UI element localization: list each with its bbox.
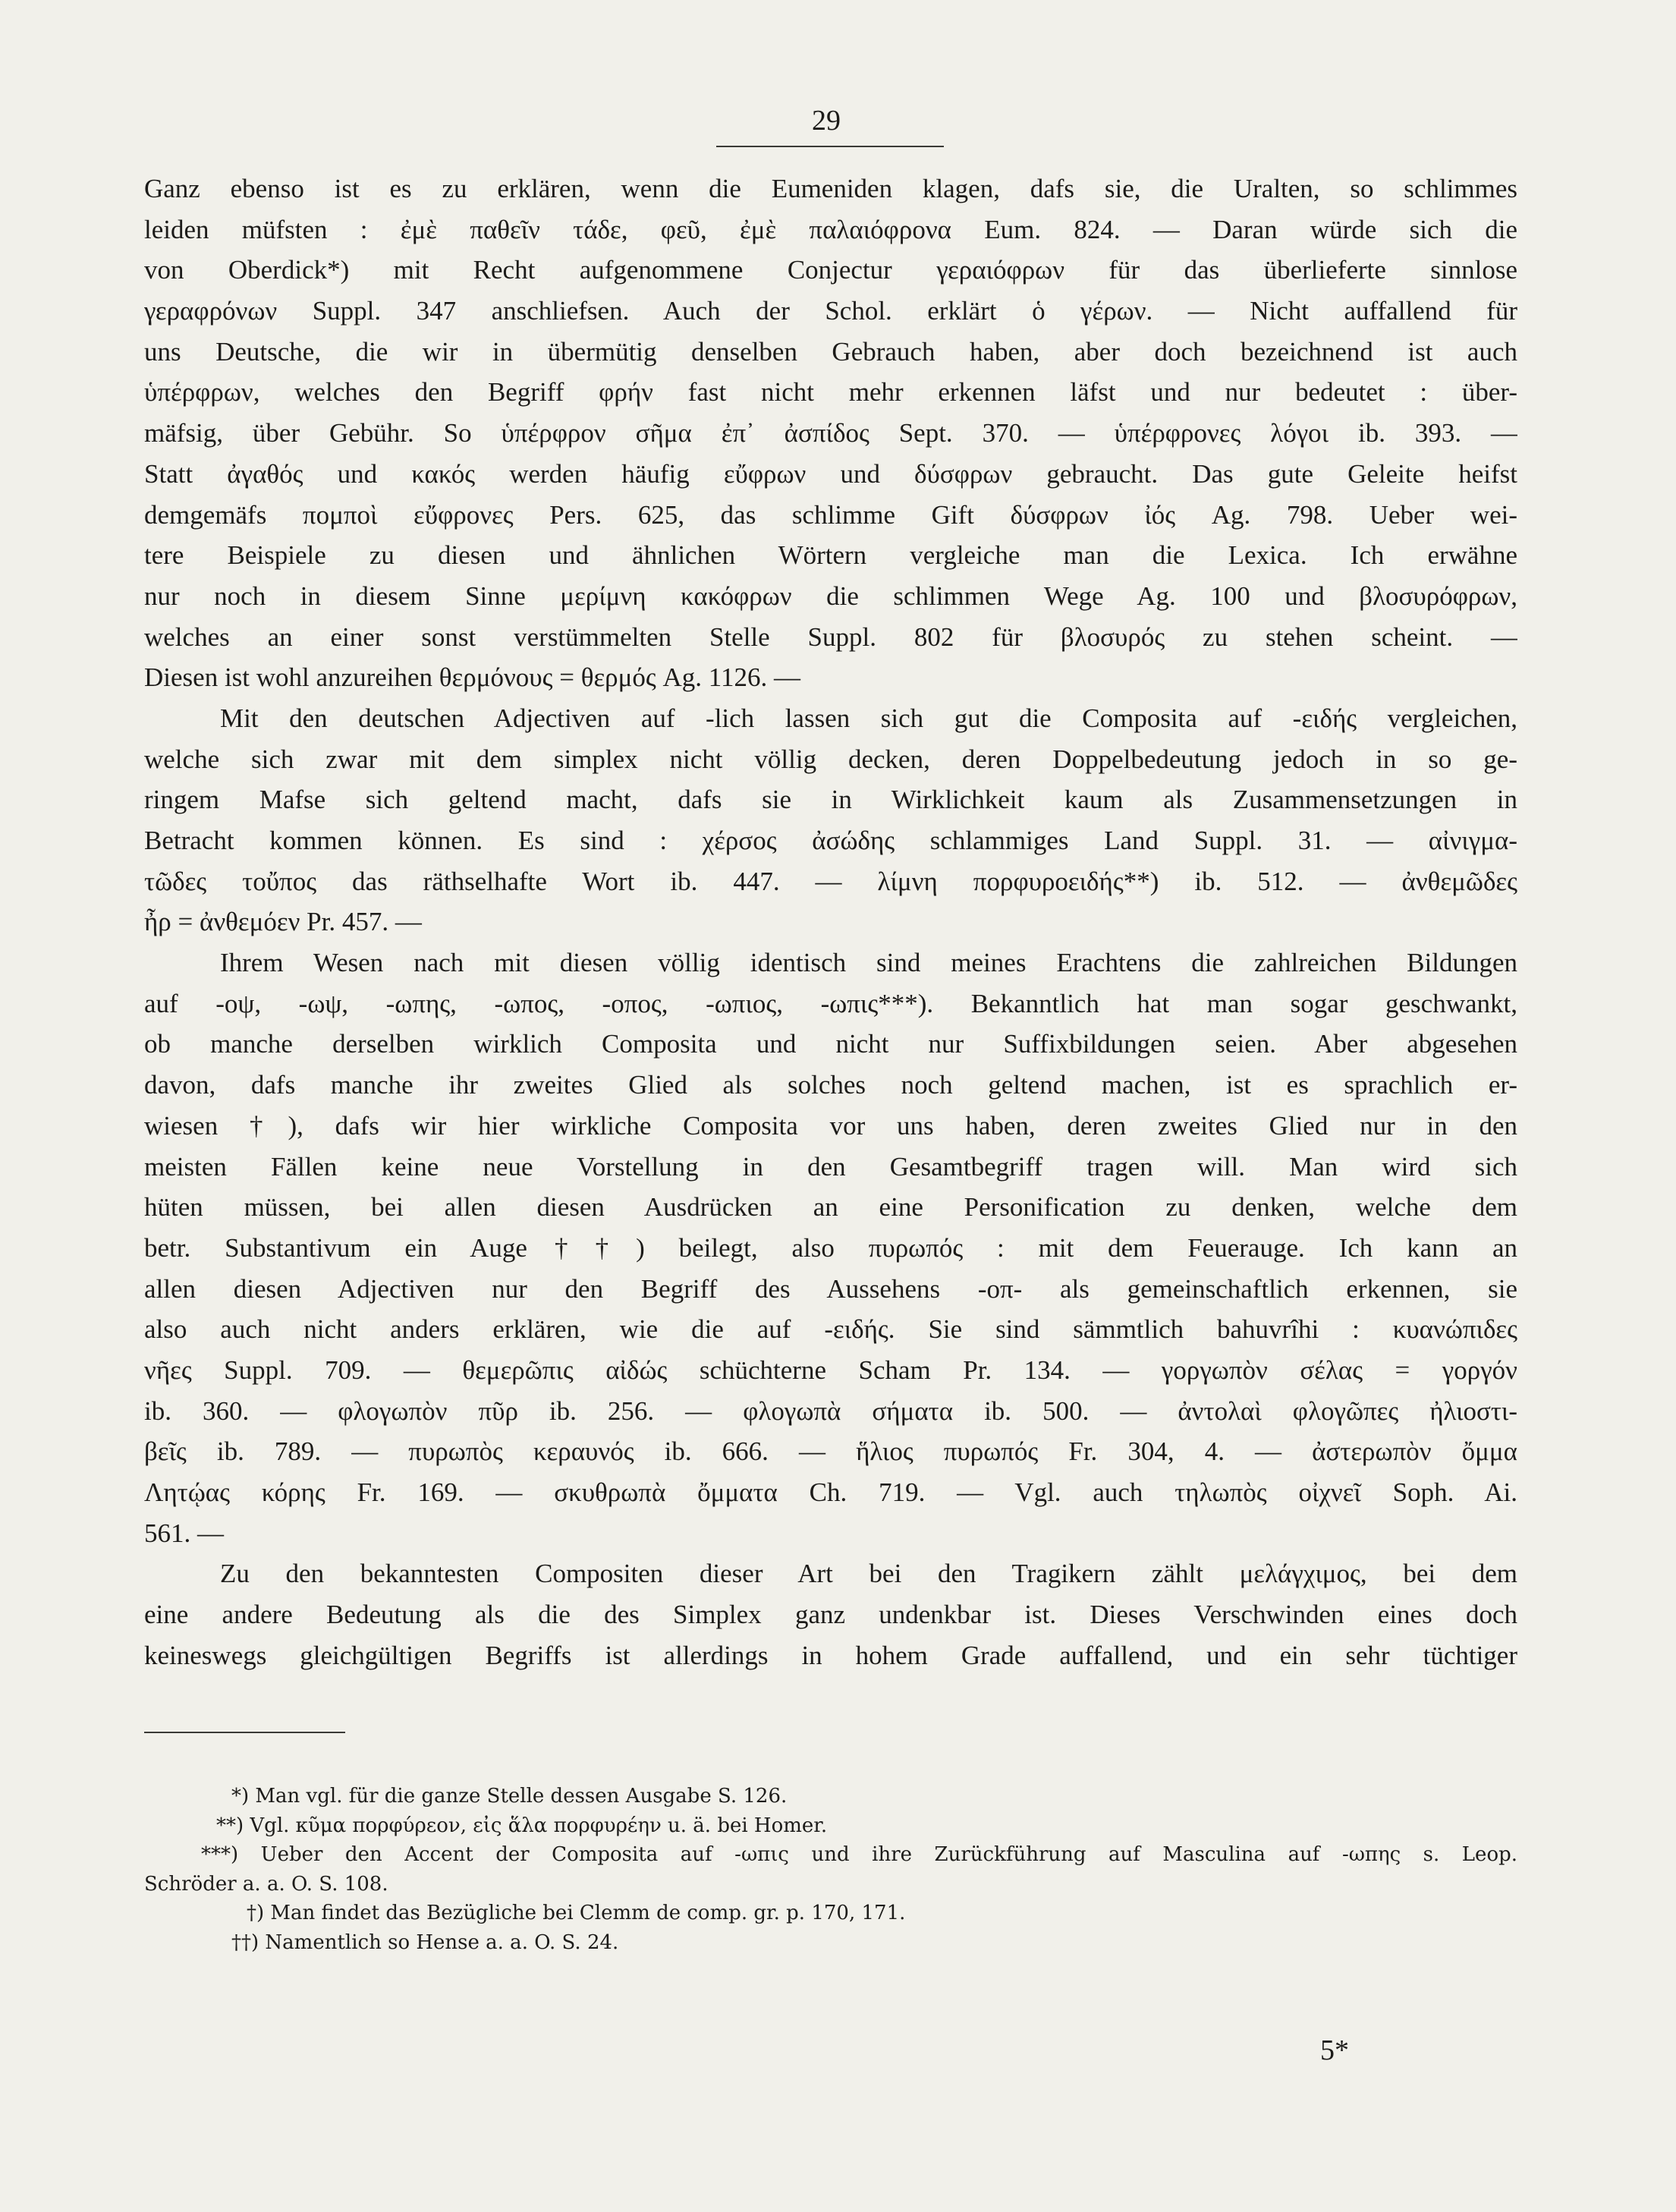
- text-line: Ganz ebenso ist es zu erklären, wenn die Eumeniden klagen, dafs sie, die Uralten, so schlimmes: [144, 174, 1517, 203]
- text-line: βεῖς ib. 789. — πυρωπὸς κεραυνός ib. 666. — ἥλιος πυρωπός Fr. 304, 4. — ἀστερωπὸν ὄμμα: [144, 1436, 1517, 1467]
- text-line: davon, dafs manche ihr zweites Glied als solches noch geltend machen, ist es sprachlich er-: [144, 1070, 1517, 1100]
- text-line: leiden müfsten : ἐμὲ παθεῖν τάδε, φεῦ, ἐμὲ παλαιόφρονα Eum. 824. — Daran würde sich die: [144, 214, 1517, 244]
- body-text: [144, 168, 1517, 1676]
- footnote: **) Vgl. κῦμα πορφύρεον, εἰς ἅλα πορφυρέην u. ä. bei Homer.: [216, 1814, 828, 1837]
- footnotes: [144, 1782, 1517, 1957]
- text-line: welches an einer sonst verstümmelten Stelle Suppl. 802 für βλοσυρός zu stehen scheint. —: [144, 621, 1517, 652]
- header-rule: [716, 146, 944, 147]
- text-line: Mit den deutschen Adjectiven auf -lich lassen sich gut die Composita auf -ειδής vergleichen,: [220, 703, 1517, 733]
- text-line: ib. 360. — φλογωπὸν πῦρ ib. 256. — φλογωπὰ σήματα ib. 500. — ἀντολαὶ φλογῶπες ἠλιοστι-: [144, 1395, 1517, 1426]
- text-line: mäfsig, über Gebühr. So ὑπέρφρον σῆμα ἐπ᾽ ἀσπίδος Sept. 370. — ὑπέρφρονες λόγοι ib. 393. —: [144, 418, 1517, 448]
- text-line: welche sich zwar mit dem simplex nicht völlig decken, deren Doppelbedeutung jedoch in so ge-: [144, 744, 1517, 774]
- footnote-rule: [144, 1732, 345, 1733]
- footnote: †) Man findet das Bezügliche bei Clemm de comp. gr. p. 170, 171.: [247, 1902, 906, 1924]
- text-line: Diesen ist wohl anzureihen θερμόνους = θερμός Ag. 1126. —: [144, 662, 801, 693]
- footnote: ††) Namentlich so Hense a. a. O. S. 24.: [231, 1930, 619, 1954]
- text-line: Zu den bekanntesten Compositen dieser Art bei den Tragikern zählt μελάγχιμος, bei dem: [220, 1559, 1517, 1589]
- text-line: Λητῴας κόρης Fr. 169. — σκυθρωπὰ ὄμματα Ch. 719. — Vgl. auch τηλωπὸς οἰχνεῖ Soph. Ai.: [144, 1477, 1517, 1507]
- text-line: meisten Fällen keine neue Vorstellung in den Gesamtbegriff tragen will. Man wird sich: [144, 1151, 1517, 1182]
- text-line: 561. —: [144, 1518, 224, 1548]
- text-line: νῆες Suppl. 709. — θεμερῶπις αἰδώς schüchterne Scham Pr. 134. — γοργωπὸν σέλας = γοργόν: [144, 1355, 1517, 1385]
- text-line: demgemäfs πομποὶ εὔφρονες Pers. 625, das schlimme Gift δύσφρων ἰός Ag. 798. Ueber wei-: [144, 499, 1517, 530]
- text-line: auf -οψ, -ωψ, -ωπης, -ωπος, -οπος, -ωπιος, -ωπις***). Bekanntlich hat man sogar geschwankt,: [144, 988, 1517, 1018]
- text-line: Statt ἀγαθός und κακός werden häufig εὔφρων und δύσφρων gebraucht. Das gute Geleite heifst: [144, 458, 1517, 489]
- text-line: nur noch in diesem Sinne μερίμνη κακόφρων die schlimmen Wege Ag. 100 und βλοσυρόφρων,: [144, 581, 1517, 611]
- text-line: wiesen †), dafs wir hier wirkliche Composita vor uns haben, deren zweites Glied nur in den: [144, 1110, 1517, 1141]
- text-line: ὑπέρφρων, welches den Begriff φρήν fast nicht mehr erkennen läfst und nur bedeutet : über-: [144, 377, 1517, 407]
- text-line: allen diesen Adjectiven nur den Begriff des Aussehens -οπ- als gemeinschaftlich erkennen, sie: [144, 1273, 1517, 1304]
- text-line: γεραφρόνων Suppl. 347 anschliefsen. Auch der Schol. erklärt ὁ γέρων. — Nicht auffallend für: [144, 296, 1517, 326]
- text-line: Ihrem Wesen nach mit diesen völlig identisch sind meines Erachtens die zahlreichen Bildungen: [220, 948, 1517, 978]
- text-line: Betracht kommen können. Es sind : χέρσος ἀσώδης schlammiges Land Suppl. 31. — αἰνιγμα-: [144, 826, 1517, 855]
- text-line: ringem Mafse sich geltend macht, dafs sie in Wirklichkeit kaum als Zusammensetzungen in: [144, 785, 1517, 815]
- text-line: ob manche derselben wirklich Composita und nicht nur Suffixbildungen seien. Aber abgesehen: [144, 1029, 1517, 1059]
- text-line: hüten müssen, bei allen diesen Ausdrücken an eine Personification zu denken, welche dem: [144, 1192, 1517, 1222]
- page-number: 29: [812, 105, 841, 137]
- text-line: also auch nicht anders erklären, wie die auf -ειδής. Sie sind sämmtlich bahuvrîhi : κυανώπιδες: [144, 1314, 1517, 1345]
- text-line: τῶδες τοὔπος das räthselhafte Wort ib. 447. — λίμνη πορφυροειδής**) ib. 512. — ἀνθεμῶδες: [144, 866, 1517, 896]
- text-line: ἦρ = ἀνθεμόεν Pr. 457. —: [144, 907, 422, 937]
- footnote-continuation: Schröder a. a. O. S. 108.: [144, 1872, 388, 1896]
- text-line: von Oberdick*) mit Recht aufgenommene Conjectur γεραιόφρων für das überlieferte sinnlose: [144, 255, 1517, 285]
- footnote: *) Man vgl. für die ganze Stelle dessen Ausgabe S. 126.: [231, 1785, 788, 1808]
- text-line: uns Deutsche, die wir in übermütig denselben Gebrauch haben, aber doch bezeichnend ist auch: [144, 336, 1517, 367]
- text-line: keineswegs gleichgültigen Begriffs ist allerdings in hohem Grade auffallend, und ein sehr tüchtiger: [144, 1640, 1517, 1670]
- text-line: betr. Substantivum ein Auge††) beilegt, also πυρωπός : mit dem Feuerauge. Ich kann an: [144, 1232, 1517, 1263]
- sheet-signature-mark: 5*: [1320, 2034, 1349, 2066]
- text-line: eine andere Bedeutung als die des Simplex ganz undenkbar ist. Dieses Verschwinden eines doch: [144, 1600, 1517, 1630]
- text-line: tere Beispiele zu diesen und ähnlichen Wörtern vergleiche man die Lexica. Ich erwähne: [144, 540, 1517, 571]
- footnote: ***) Ueber den Accent der Composita auf -ωπις und ihre Zurückführung auf Masculina auf -ωπης s. Leop.: [201, 1843, 1517, 1866]
